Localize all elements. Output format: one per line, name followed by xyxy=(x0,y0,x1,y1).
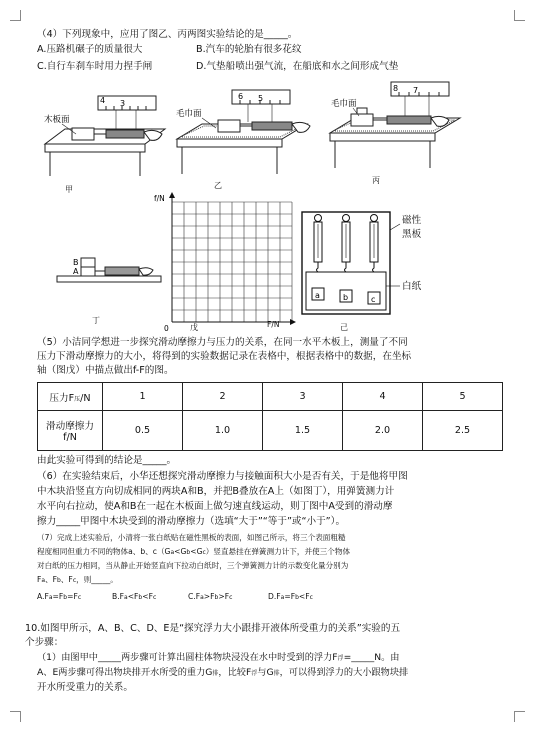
pressure-cell-3: 3 xyxy=(263,383,343,411)
q10-line5: 开水所受重力的关系。 xyxy=(37,682,133,693)
row-header-pressure xyxy=(38,383,103,411)
pressure-cell-2: 2 xyxy=(183,383,263,411)
yi-surface-label: 毛巾面 xyxy=(176,109,202,119)
jia-scale-b: 3 xyxy=(120,99,126,108)
friction-unit: f/N xyxy=(63,432,77,443)
yi-scale-a: 6 xyxy=(238,92,244,101)
corner-mark-tl xyxy=(10,10,21,21)
q10-line4: A、E两步骤可得出物块排开水所受的重力G排，比较F浮与G排，可以得到浮力的大小跟物块排 xyxy=(37,667,409,678)
q10-line3-a: （1）由图甲中_____两步骤可计算出圆柱体物块浸没在水中时受到的浮力F xyxy=(37,652,338,663)
q10-line4-b: ，比较F xyxy=(218,667,252,678)
caption-ding: 丁 xyxy=(92,316,100,325)
ji-obj-a: a xyxy=(315,291,320,300)
figure-yi xyxy=(172,84,322,180)
q6-line4: 擦力_____甲图中木块受到的滑动摩擦力（选填“大于”“等于”或“小于”）。 xyxy=(37,516,346,527)
figure-bing xyxy=(325,78,475,174)
q4-option-b: B.汽车的轮胎有很多花纹 xyxy=(196,44,302,55)
q5-line3: 轴（图戊）中描点做出f-F的图。 xyxy=(37,365,174,376)
q7-option-b: B.Fa<Fb<Fc xyxy=(112,592,157,601)
q5-line2: 压力下滑动摩擦力的大小，将得到的实验数据记录在表格中，根据表格中的数据，在坐标 xyxy=(37,351,412,362)
row-header-friction xyxy=(38,411,103,451)
friction-cell-1: 0.5 xyxy=(103,411,183,451)
q7-line3: 对白纸的压力相同，当从静止开始竖直向下拉动白纸时，三个弹簧测力计的示数变化量分别为 xyxy=(37,561,349,570)
pressure-cell-1: 1 xyxy=(103,383,183,411)
q7-line2: 程度相同但重力不同的物体a、b、c（Ga<Gb<Gc）竖直悬挂在弹簧测力计下，并使三个物体 xyxy=(37,547,351,556)
corner-mark-br xyxy=(514,711,525,722)
ding-label-a: A xyxy=(73,267,79,276)
wu-origin-label: 0 xyxy=(164,324,169,333)
corner-mark-tr xyxy=(514,10,525,21)
data-table xyxy=(37,382,503,451)
q7-line2-b: ）竖直悬挂在弹簧测力计下，并使三个物体 xyxy=(205,547,351,556)
q7-line1: （7）完成上述实验后，小清将一张白纸贴在磁性黑板的表面，如图己所示，将三个表面粗糙 xyxy=(37,533,346,542)
jia-surface-label: 木板面 xyxy=(44,115,70,125)
friction-cell-5: 2.5 xyxy=(423,411,503,451)
friction-cell-2: 1.0 xyxy=(183,411,263,451)
friction-label: 滑动摩擦力 xyxy=(46,421,94,432)
figure-wu-grid xyxy=(150,188,300,336)
ji-board-label: 磁性黑板 xyxy=(402,215,422,240)
ji-paper-label: 白纸 xyxy=(402,281,422,292)
q10-line2: 个步骤： xyxy=(25,637,64,648)
table-row-friction xyxy=(38,411,503,451)
q7-line4: Fa、Fb、Fc，则_____。 xyxy=(37,575,118,584)
q10-line4-d: ，可以得到浮力的大小跟物块排 xyxy=(279,667,409,678)
q7-option-c: C.Fa>Fb>Fc xyxy=(188,592,233,601)
q4-option-c: C.自行车刹车时用力捏手闸 xyxy=(37,61,153,72)
caption-ji: 己 xyxy=(340,323,348,332)
q4-stem: （4）下列现象中，应用了图乙、丙两图实验结论的是_____。 xyxy=(37,29,298,40)
ji-obj-b: b xyxy=(343,293,349,302)
bing-scale-b: 7 xyxy=(413,86,419,95)
figure-jia xyxy=(40,84,170,184)
yi-scale-b: 5 xyxy=(258,94,264,103)
q4-option-a: A.压路机碾子的质量很大 xyxy=(37,44,143,55)
friction-cell-3: 1.5 xyxy=(263,411,343,451)
q6-line1: （6）在实验结束后，小华还想探究滑动摩擦力与接触面积大小是否有关，于是他将甲图 xyxy=(37,471,408,482)
caption-bing: 丙 xyxy=(372,176,380,185)
q10-line1: 10.如图甲所示，A、B、C、D、E是“探究浮力大小跟排开液体所受重力的关系”实验的五 xyxy=(25,623,401,634)
corner-mark-bl xyxy=(10,711,21,722)
q6-line3: 水平向右拉动，使A和B在一起在木板面上做匀速直线运动，则丁图中A受到的滑动摩 xyxy=(37,501,393,512)
q10-line3-b: =_____N。由 xyxy=(343,652,400,663)
pressure-label-sub: 压 xyxy=(74,395,81,403)
pressure-cell-4: 4 xyxy=(343,383,423,411)
q7-line4-a: F xyxy=(37,575,42,584)
q10-line4-a: A、E两步骤可得出物块排开水所受的重力G xyxy=(37,667,213,678)
q7-opt-a-text: A.F xyxy=(37,592,49,601)
caption-wu: 戊 xyxy=(190,323,198,332)
pressure-label-unit: /N xyxy=(80,392,91,404)
q7-option-a: A.Fa=Fb=Fc xyxy=(37,592,82,601)
q5-line1: （5）小洁同学想进一步探究滑动摩擦力与压力的关系，在同一水平木板上，测量了不同 xyxy=(37,337,408,348)
figure-ding xyxy=(55,250,163,300)
bing-surface-label: 毛巾面 xyxy=(331,99,357,109)
q7-option-d: D.Fa=Fb<Fc xyxy=(268,592,313,601)
table-row-pressure xyxy=(38,383,503,411)
jia-scale-a: 4 xyxy=(100,96,106,105)
q4-option-d: D.气垫船喷出强气流，在船底和水之间形成气垫 xyxy=(196,61,399,72)
caption-jia: 甲 xyxy=(65,185,73,194)
q7-opt-b-text: B.F xyxy=(112,592,124,601)
q7-opt-c-text: C.F xyxy=(188,592,201,601)
wu-gridlines xyxy=(172,202,292,322)
q5-conclusion: 由此实验可得到的结论是_____。 xyxy=(37,455,177,466)
q7-opt-d-text: D.F xyxy=(268,592,281,601)
q10-line4-c: 与G xyxy=(257,667,274,678)
q6-line2: 中木块沿竖直方向切成相同的两块A和B，并把B叠放在A上（如图丁），用弹簧测力计 xyxy=(37,486,395,497)
q10-line3: （1）由图甲中_____两步骤可计算出圆柱体物块浸没在水中时受到的浮力F浮=_____N。由 xyxy=(37,652,400,663)
pressure-cell-5: 5 xyxy=(423,383,503,411)
ding-label-b: B xyxy=(73,258,79,267)
figure-ji xyxy=(300,210,450,320)
wu-x-axis-label: F/N xyxy=(267,320,280,329)
bing-scale-a: 8 xyxy=(393,84,399,93)
q7-line2-a: 程度相同但重力不同的物体a、b、c（G xyxy=(37,547,171,556)
friction-cell-4: 2.0 xyxy=(343,411,423,451)
wu-y-axis-label: f/N xyxy=(154,194,165,203)
ji-obj-c: c xyxy=(371,295,376,304)
caption-yi: 乙 xyxy=(214,181,222,190)
q7-line4-b: ，则_____。 xyxy=(76,575,118,584)
pressure-label: 压力F xyxy=(49,392,75,404)
